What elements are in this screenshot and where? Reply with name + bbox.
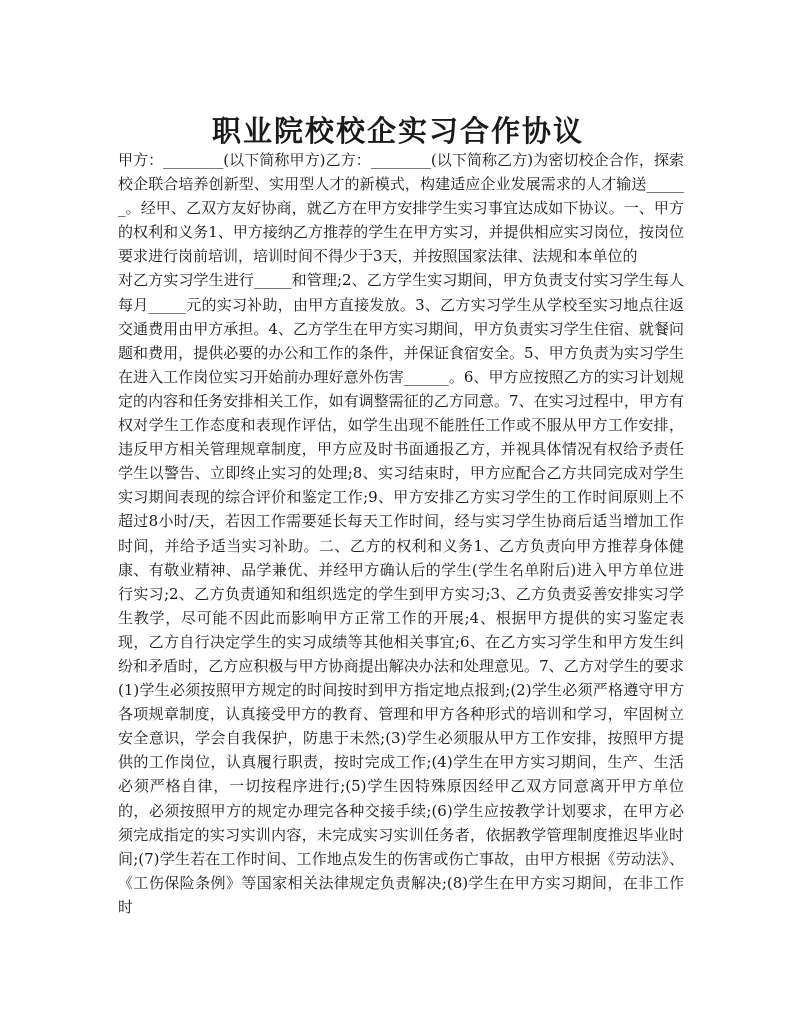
- document-body: [118, 148, 684, 919]
- document-title: 职业院校校企实习合作协议: [211, 114, 584, 149]
- body-paragraph-2: 对乙方实习学生进行_____和管理;2、乙方学生实习期间，甲方负责支付实习学生每人每月_____元的实习补助，由甲方直接发放。3、乙方实习学生从学校至实习地点往返交通费用由甲方承担。4、乙方学生在甲方实习期间，甲方负责实习学生住宿、就餐问题和费用，提供必要的办公和工作的条件，并保证食宿安全。5、甲方负责为实习学生在进入工作岗位实习开始前办理好意外伤害______。6、甲方应按照乙方的实习计划规定的内容和任务安排相关工作，如有调整需征的乙方同意。7、在实习过程中，甲方有权对学生工作态度和表现作评估，如学生出现不能胜任工作或不服从甲方工作安排，违反甲方相关管理规章制度，甲方应及时书面通报乙方，并视具体情况有权给予责任学生以警告、立即终止实习的处理;8、实习结束时，甲方应配合乙方共同完成对学生实习期间表现的综合评价和鉴定工作;9、甲方安排乙方实习学生的工作时间原则上不超过8小时/天，若因工作需要延长每天工作时间，经与实习学生协商后适当增加工作时间，并给予适当实习补助。二、乙方的权利和义务1、乙方负责向甲方推荐身体健康、有敬业精神、品学兼优、并经甲方确认后的学生(学生名单附后)进入甲方单位进行实习;2、乙方负责通知和组织选定的学生到甲方实习;3、乙方负责妥善安排实习学生教学，尽可能不因此而影响甲方正常工作的开展;4、根据甲方提供的实习鉴定表现，乙方自行决定学生的实习成绩等其他相关事宜;6、在乙方实习学生和甲方发生纠纷和矛盾时，乙方应积极与甲方协商提出解决办法和处理意见。7、乙方对学生的要求(1)学生必须按照甲方规定的时间按时到甲方指定地点报到;(2)学生必须严格遵守甲方各项规章制度，认真接受甲方的教育、管理和甲方各种形式的培训和学习，牢固树立安全意识，学会自我保护，防患于未然;(3)学生必须服从甲方工作安排，按照甲方提供的工作岗位，认真履行职责，按时完成工作;(4)学生在甲方实习期间，生产、生活必须严格自律，一切按程序进行;(5)学生因特殊原因经甲乙双方同意离开甲方单位的，必须按照甲方的规定办理完各种交接手续;(6)学生应按教学计划要求，在甲方必须完成指定的实习实训内容，未完成实习实训任务者，依据教学管理制度推迟毕业时间;(7)学生若在工作时间、工作地点发生的伤害或伤亡事故，由甲方根据《劳动法》、《工伤保险条例》等国家相关法律规定负责解决;(8)学生在甲方实习期间，在非工作时: [118, 271, 684, 916]
- body-paragraph-1: 甲方：________(以下简称甲方)乙方：________(以下简称乙方)为密切校企合作，探索校企联合培养创新型、实用型人才的新模式，构建适应企业发展需求的人才输送______。经甲、乙双方友好协商，就乙方在甲方安排学生实习事宜达成如下协议。一、甲方的权利和义务1、甲方接纳乙方推荐的学生在甲方实习，并提供相应实习岗位，按岗位要求进行岗前培训，培训时间不得少于3天，并按照国家法律、法规和本单位的: [118, 151, 684, 266]
